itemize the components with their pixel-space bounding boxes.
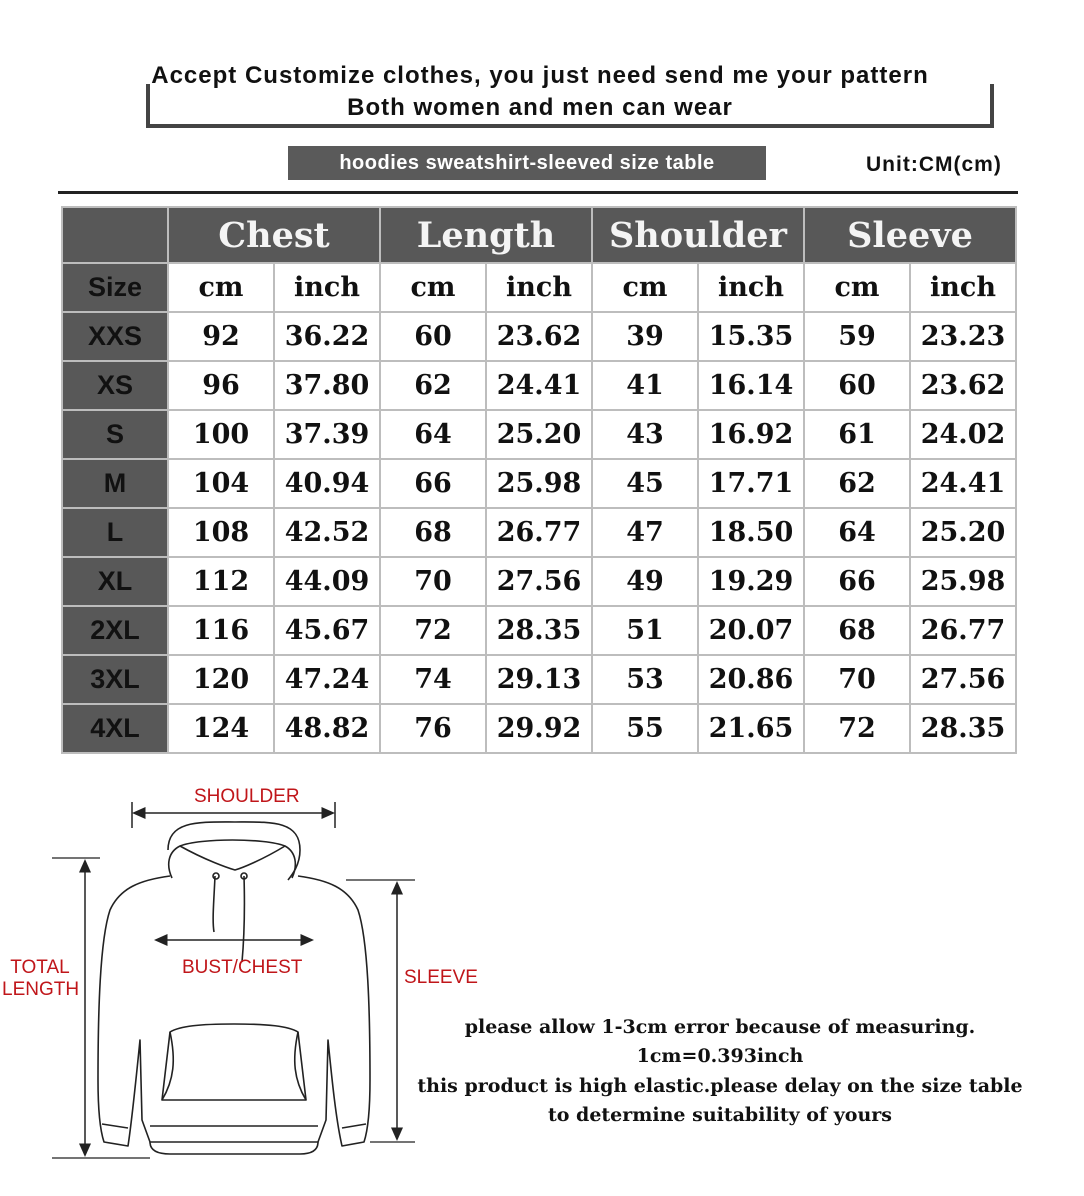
table-row: [62, 655, 1016, 704]
measure-cell: 25.20: [910, 508, 1016, 557]
unit-cm: cm: [168, 263, 274, 312]
measure-cell: 66: [380, 459, 486, 508]
unit-cm: cm: [592, 263, 698, 312]
size-header: Size: [62, 263, 168, 312]
measure-cell: 36.22: [274, 312, 380, 361]
size-name-cell: XS: [62, 361, 168, 410]
measure-cell: 27.56: [910, 655, 1016, 704]
header-line-2: Both women and men can wear: [347, 94, 733, 121]
measure-cell: 70: [804, 655, 910, 704]
size-name-cell: L: [62, 508, 168, 557]
measure-cell: 60: [380, 312, 486, 361]
measure-cell: 55: [592, 704, 698, 753]
table-row: [62, 557, 1016, 606]
measure-cell: 25.98: [910, 557, 1016, 606]
sleeve-label: SLEEVE: [404, 967, 478, 988]
measure-cell: 45: [592, 459, 698, 508]
bust-chest-label: BUST/CHEST: [182, 957, 303, 978]
measure-cell: 124: [168, 704, 274, 753]
group-shoulder: Shoulder: [592, 207, 804, 263]
table-row: [62, 361, 1016, 410]
measure-cell: 41: [592, 361, 698, 410]
table-row: [62, 704, 1016, 753]
measure-cell: 116: [168, 606, 274, 655]
measure-cell: 76: [380, 704, 486, 753]
shoulder-label: SHOULDER: [194, 786, 300, 807]
size-name-cell: XL: [62, 557, 168, 606]
table-body: [62, 312, 1016, 753]
table-row: [62, 459, 1016, 508]
measure-cell: 16.92: [698, 410, 804, 459]
measure-cell: 72: [804, 704, 910, 753]
measure-cell: 59: [804, 312, 910, 361]
table-row: [62, 508, 1016, 557]
measure-cell: 66: [804, 557, 910, 606]
measure-cell: 47: [592, 508, 698, 557]
measure-cell: 120: [168, 655, 274, 704]
header-line-1: Accept Customize clothes, you just need send me your pattern: [151, 62, 929, 89]
measure-cell: 23.62: [486, 312, 592, 361]
measure-cell: 62: [380, 361, 486, 410]
unit-cm: cm: [380, 263, 486, 312]
measure-cell: 25.20: [486, 410, 592, 459]
table-row: [62, 410, 1016, 459]
divider: [58, 191, 1018, 194]
measure-cell: 44.09: [274, 557, 380, 606]
size-name-cell: 4XL: [62, 704, 168, 753]
header-bracket: [146, 84, 994, 128]
unit-label: Unit:CM(cm): [866, 153, 1002, 176]
measure-cell: 17.71: [698, 459, 804, 508]
measure-cell: 104: [168, 459, 274, 508]
size-name-cell: S: [62, 410, 168, 459]
measure-cell: 27.56: [486, 557, 592, 606]
note-line-3: this product is high elastic.please delay on the size table: [417, 1075, 1023, 1097]
measure-cell: 43: [592, 410, 698, 459]
unit-inch: inch: [486, 263, 592, 312]
table-unit-header: [62, 263, 1016, 312]
measure-cell: 96: [168, 361, 274, 410]
measure-cell: 15.35: [698, 312, 804, 361]
measure-cell: 29.92: [486, 704, 592, 753]
measure-cell: 62: [804, 459, 910, 508]
table-group-header: [62, 207, 1016, 263]
note-line-2: 1cm=0.393inch: [636, 1045, 804, 1067]
measure-cell: 40.94: [274, 459, 380, 508]
measure-cell: 64: [804, 508, 910, 557]
table-row: [62, 312, 1016, 361]
size-table: [61, 206, 1017, 754]
unit-inch: inch: [698, 263, 804, 312]
length-label: LENGTH: [2, 979, 80, 1000]
measure-cell: 42.52: [274, 508, 380, 557]
measure-cell: 26.77: [910, 606, 1016, 655]
measure-cell: 24.41: [486, 361, 592, 410]
measure-cell: 21.65: [698, 704, 804, 753]
measure-cell: 24.41: [910, 459, 1016, 508]
measure-cell: 74: [380, 655, 486, 704]
measure-cell: 92: [168, 312, 274, 361]
measure-cell: 61: [804, 410, 910, 459]
group-length: Length: [380, 207, 592, 263]
note-line-1: please allow 1-3cm error because of measuring.: [464, 1016, 976, 1038]
measure-cell: 68: [380, 508, 486, 557]
hoodie-outline: [98, 822, 370, 1154]
note-line-4: to determine suitability of yours: [547, 1104, 893, 1126]
size-name-cell: 3XL: [62, 655, 168, 704]
measure-cell: 23.23: [910, 312, 1016, 361]
measure-cell: 68: [804, 606, 910, 655]
size-name-cell: XXS: [62, 312, 168, 361]
corner-cell: [62, 207, 168, 263]
size-name-cell: 2XL: [62, 606, 168, 655]
measure-cell: 26.77: [486, 508, 592, 557]
unit-inch: inch: [274, 263, 380, 312]
measure-cell: 45.67: [274, 606, 380, 655]
measure-cell: 100: [168, 410, 274, 459]
group-sleeve: Sleeve: [804, 207, 1016, 263]
measure-cell: 37.80: [274, 361, 380, 410]
unit-inch: inch: [910, 263, 1016, 312]
measure-cell: 39: [592, 312, 698, 361]
measure-cell: 48.82: [274, 704, 380, 753]
measure-cell: 24.02: [910, 410, 1016, 459]
total-label: TOTAL: [10, 957, 70, 978]
measure-cell: 28.35: [486, 606, 592, 655]
measure-cell: 28.35: [910, 704, 1016, 753]
measure-cell: 16.14: [698, 361, 804, 410]
measure-cell: 53: [592, 655, 698, 704]
measure-cell: 18.50: [698, 508, 804, 557]
measure-cell: 60: [804, 361, 910, 410]
measure-cell: 112: [168, 557, 274, 606]
measure-cell: 19.29: [698, 557, 804, 606]
group-chest: Chest: [168, 207, 380, 263]
measure-cell: 29.13: [486, 655, 592, 704]
measure-cell: 108: [168, 508, 274, 557]
measure-cell: 47.24: [274, 655, 380, 704]
measure-cell: 64: [380, 410, 486, 459]
measure-cell: 72: [380, 606, 486, 655]
table-row: [62, 606, 1016, 655]
measure-cell: 70: [380, 557, 486, 606]
measure-cell: 23.62: [910, 361, 1016, 410]
size-name-cell: M: [62, 459, 168, 508]
measure-cell: 25.98: [486, 459, 592, 508]
unit-cm: cm: [804, 263, 910, 312]
measure-cell: 20.86: [698, 655, 804, 704]
measure-cell: 20.07: [698, 606, 804, 655]
table-subtitle: hoodies sweatshirt-sleeved size table: [288, 146, 766, 180]
measure-cell: 37.39: [274, 410, 380, 459]
measure-cell: 49: [592, 557, 698, 606]
measure-cell: 51: [592, 606, 698, 655]
